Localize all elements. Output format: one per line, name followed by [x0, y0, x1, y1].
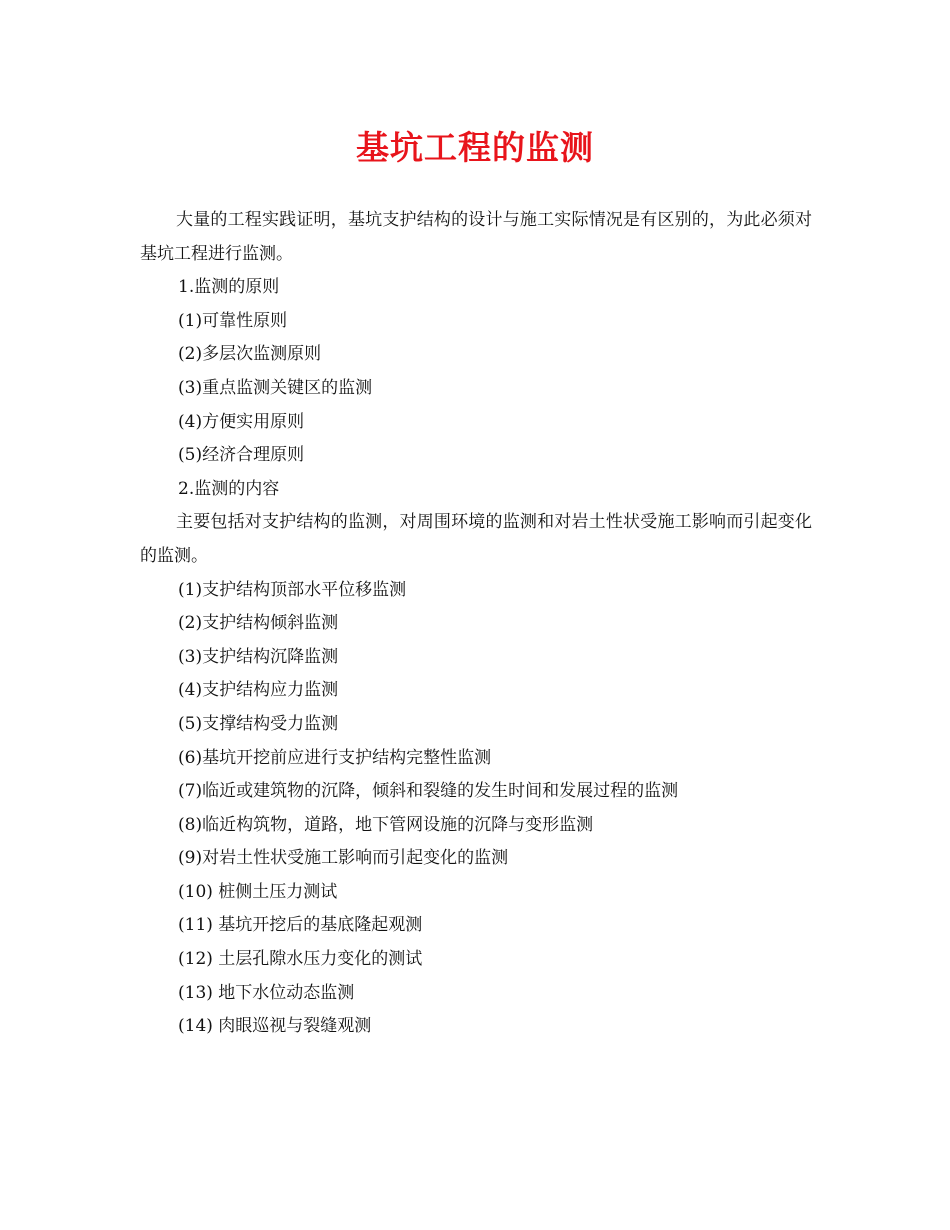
list-item: (5)经济合理原则: [178, 445, 305, 466]
section-heading-principles: 1.监测的原则: [178, 277, 280, 298]
document-title: 基坑工程的监测: [356, 128, 594, 167]
list-item: (1)支护结构顶部水平位移监测: [178, 579, 407, 600]
list-item: (1)可靠性原则: [178, 310, 288, 331]
list-item: (2)支护结构倾斜监测: [178, 613, 339, 634]
intro-paragraph: 大量的工程实践证明，基坑支护结构的设计与施工实际情况是有区别的，为此必须对基坑工程进行监测。: [140, 210, 812, 264]
list-item: (4)方便实用原则: [178, 411, 305, 432]
list-item: (14) 肉眼巡视与裂缝观测: [178, 1016, 372, 1037]
list-item: (10) 桩侧土压力测试: [178, 881, 338, 902]
list-item: (8)临近构筑物，道路，地下管网设施的沉降与变形监测: [178, 814, 594, 835]
list-item: (5)支撑结构受力监测: [178, 713, 339, 734]
contents-intro-paragraph: 主要包括对支护结构的监测，对周围环境的监测和对岩土性状受施工影响而引起变化的监测。: [140, 512, 812, 566]
list-item: (6)基坑开挖前应进行支护结构完整性监测: [178, 747, 492, 768]
list-item: (3)支护结构沉降监测: [178, 646, 339, 667]
list-item: (13) 地下水位动态监测: [178, 982, 355, 1003]
list-item: (7)临近或建筑物的沉降，倾斜和裂缝的发生时间和发展过程的监测: [178, 781, 679, 802]
list-item: (4)支护结构应力监测: [178, 680, 339, 701]
list-item: (3)重点监测关键区的监测: [178, 377, 373, 398]
list-item: (11) 基坑开挖后的基底隆起观测: [178, 915, 423, 936]
document-body: [140, 204, 812, 1044]
list-item: (12) 土层孔隙水压力变化的测试: [178, 949, 423, 970]
list-item: (2)多层次监测原则: [178, 344, 322, 365]
list-item: (9)对岩土性状受施工影响而引起变化的监测: [178, 848, 509, 869]
section-heading-contents: 2.监测的内容: [178, 478, 280, 499]
